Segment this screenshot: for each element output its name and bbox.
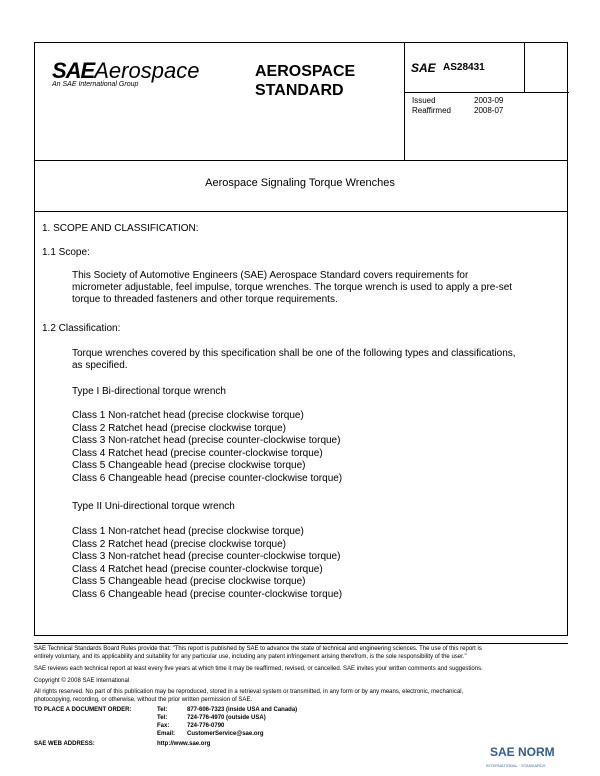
type-heading: Type II Uni-directional torque wrench — [72, 501, 235, 512]
class-item: Class 6 Changeable head (precise counter-clockwise torque) — [72, 472, 343, 484]
footer-line: photocopying, recording, or otherwise, without the prior written permission of SAE. — [34, 697, 253, 703]
footer-rights-text — [34, 688, 463, 704]
type2-class-list — [72, 526, 342, 602]
issued-label: Issued — [412, 96, 436, 105]
logo-aero-text: Aerospace — [94, 58, 200, 83]
tel2-label: Tel: — [157, 715, 168, 721]
reaffirmed-label: Reaffirmed — [412, 106, 451, 115]
footer-rules-text — [34, 645, 482, 661]
title-divider — [35, 211, 567, 212]
footer-line: All rights reserved. No part of this publication may be reproduced, stored in a retrieval system or transmitted, in any form or by any means, electronic, mechanical, — [34, 689, 464, 695]
class-item: Class 6 Changeable head (precise counter-clockwise torque) — [72, 588, 343, 600]
web-address-link[interactable]: http://www.sae.org — [157, 741, 211, 747]
class-item: Class 2 Ratchet head (precise clockwise torque) — [72, 538, 286, 550]
classification-text — [72, 348, 516, 372]
paragraph-line: torque to threaded fasteners and other torque requirements. — [72, 294, 338, 305]
header-divider — [524, 43, 525, 92]
standard-title-line: AEROSPACE — [255, 63, 356, 80]
standard-title — [255, 62, 355, 100]
class-item: Class 4 Ratchet head (precise counter-clockwise torque) — [72, 447, 323, 459]
footer-review-text: SAE reviews each technical report at least every five years at which time it may be reaffirmed, revised, or cancelled. SAE invites your written comments and suggestions. — [34, 666, 483, 672]
section-heading: 1.2 Classification: — [42, 323, 121, 334]
brand-text: SAE NORM — [490, 745, 555, 759]
paragraph-line: Torque wrenches covered by this specification shall be one of the following types and classifications, — [72, 348, 516, 359]
fax-label: Fax: — [157, 723, 170, 729]
fax-value: 724-776-0790 — [187, 723, 225, 729]
section-heading: 1.1 Scope: — [42, 247, 90, 258]
tel-label: Tel: — [157, 707, 168, 713]
email-link[interactable]: CustomerService@sae.org — [187, 731, 264, 737]
class-item: Class 3 Non-ratchet head (precise counter-clockwise torque) — [72, 435, 341, 447]
logo-tagline: An SAE International Group — [52, 81, 139, 88]
document-subject: Aerospace Signaling Torque Wrenches — [205, 177, 395, 189]
class-item: Class 4 Ratchet head (precise counter-clockwise torque) — [72, 563, 323, 575]
document-number: AS28431 — [443, 62, 485, 73]
issued-value: 2003-09 — [474, 96, 504, 105]
order-label: TO PLACE A DOCUMENT ORDER: — [34, 707, 132, 713]
footer-copyright: Copyright © 2008 SAE International — [34, 678, 130, 684]
class-item: Class 1 Non-ratchet head (precise clockwise torque) — [72, 410, 304, 421]
tel2-value: 724-776-4970 (outside USA) — [187, 715, 266, 721]
header-divider — [404, 43, 405, 160]
paragraph-line: micrometer adjustable, feel impulse, torque wrenches. The torque wrench is used to apply a pre-set — [72, 282, 513, 293]
logo-sae-text: SAE — [52, 58, 95, 83]
brand-subtext: INTERNATIONAL · STANDARDS — [486, 763, 546, 768]
footer-divider — [34, 643, 568, 644]
reaffirmed-value: 2008-07 — [474, 106, 504, 115]
doc-brand: SAE — [411, 61, 436, 75]
sae-norm-logo — [486, 743, 555, 768]
section-heading: 1. SCOPE AND CLASSIFICATION: — [42, 223, 199, 234]
tel-value: 877-606-7323 (inside USA and Canada) — [187, 707, 298, 713]
paragraph-line: This Society of Automotive Engineers (SAE) Aerospace Standard covers requirements for — [72, 270, 469, 281]
type1-class-list — [72, 410, 342, 486]
footer-line: SAE Technical Standards Board Rules provide that: "This report is published by SAE to advance the state of technical and engineering sciences. The use of this report is — [34, 646, 482, 652]
class-item: Class 5 Changeable head (precise clockwise torque) — [72, 460, 306, 472]
header-divider — [35, 160, 567, 161]
class-item: Class 5 Changeable head (precise clockwise torque) — [72, 576, 306, 588]
standard-title-line: STANDARD — [255, 82, 344, 99]
header-divider — [404, 92, 569, 93]
scope-text — [72, 270, 512, 306]
class-item: Class 2 Ratchet head (precise clockwise torque) — [72, 422, 286, 434]
paragraph-line: as specified. — [72, 360, 128, 371]
class-item: Class 3 Non-ratchet head (precise counter-clockwise torque) — [72, 551, 341, 563]
email-label: Email: — [157, 731, 176, 737]
web-address-label: SAE WEB ADDRESS: — [34, 741, 95, 747]
footer-line: entirely voluntary, and its applicability and suitability for any particular use, including any patent infringement arising therefrom, is the sole responsibility of the user." — [34, 654, 467, 660]
type-heading: Type I Bi-directional torque wrench — [72, 386, 226, 397]
class-item: Class 1 Non-ratchet head (precise clockwise torque) — [72, 526, 304, 537]
